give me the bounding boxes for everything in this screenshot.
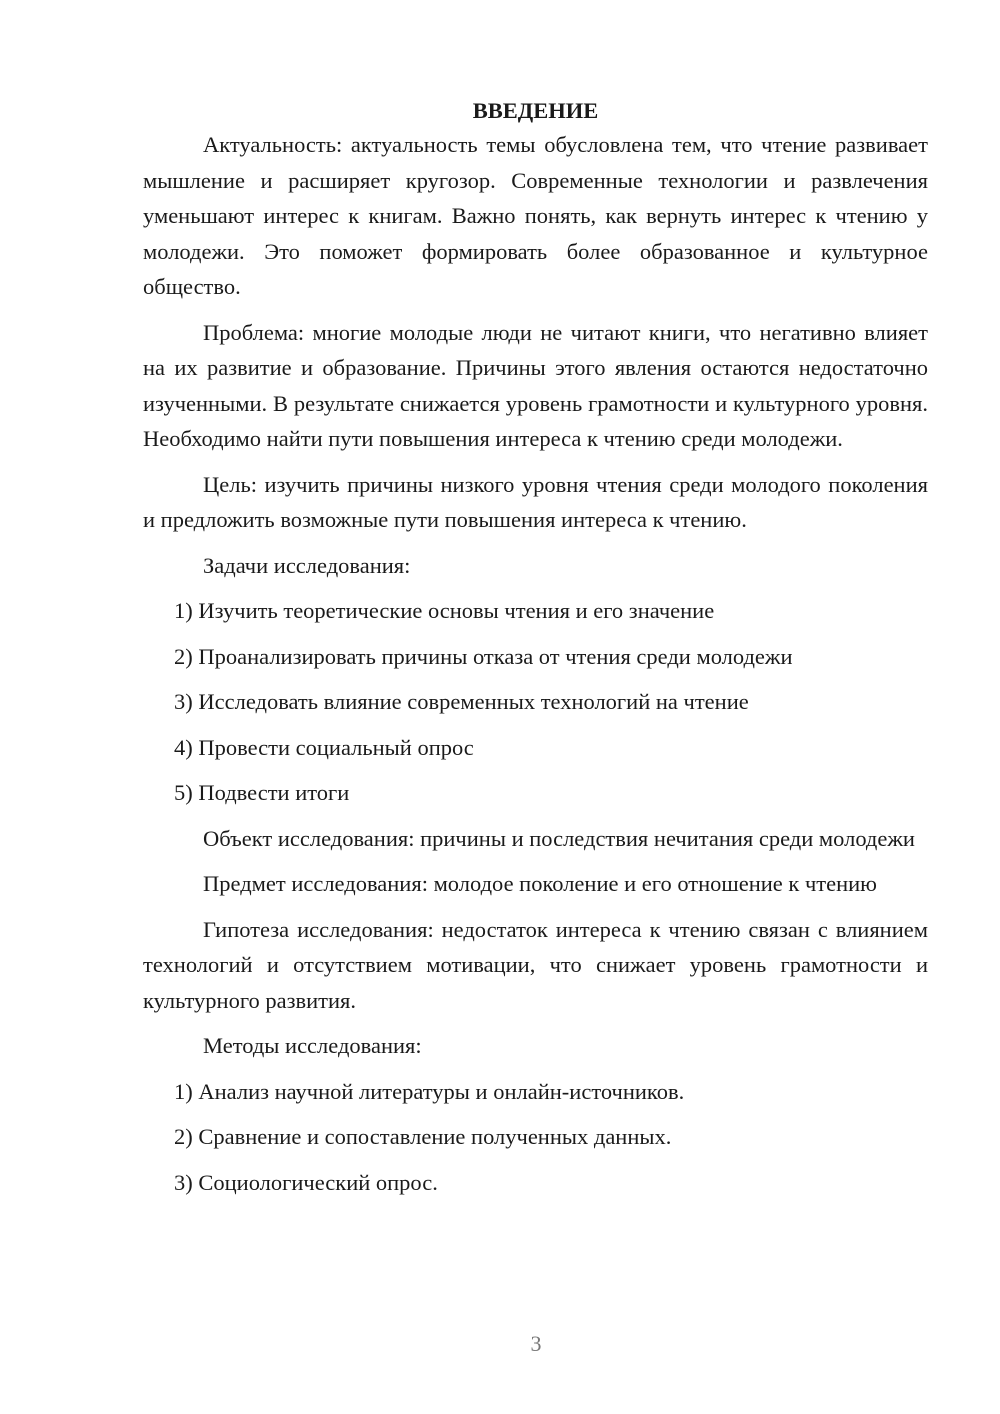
method-item: 1) Анализ научной литературы и онлайн-источников. bbox=[174, 1078, 685, 1104]
methods-heading: Методы исследования: bbox=[203, 1033, 422, 1058]
page-content bbox=[143, 96, 928, 1210]
task-item: 2) Проанализировать причины отказа от чтения среди молодежи bbox=[174, 643, 793, 669]
section-title: ВВЕДЕНИЕ bbox=[472, 98, 599, 123]
method-item: 3) Социологический опрос. bbox=[174, 1169, 438, 1195]
hypothesis-paragraph: Гипотеза исследования: недостаток интереса к чтению связан с влиянием технологий и отсутствием мотивации, что снижает уровень грамотности и культурного развития. bbox=[143, 916, 928, 1013]
goal-paragraph: Цель: изучить причины низкого уровня чтения среди молодого поколения и предложить возможные пути повышения интереса к чтению. bbox=[143, 471, 928, 532]
relevance-paragraph: Актуальность: актуальность темы обусловлена тем, что чтение развивает мышление и расширяет кругозор. Современные технологии и развлечения уменьшают интерес к книгам. Важно понять, как вернуть интерес к чтению у молодежи. Это поможет формировать более образованное и культурное общество. bbox=[143, 132, 928, 299]
method-item: 2) Сравнение и сопоставление полученных данных. bbox=[174, 1124, 672, 1149]
task-item: 4) Провести социальный опрос bbox=[174, 734, 474, 760]
task-item: 1) Изучить теоретические основы чтения и его значение bbox=[174, 598, 715, 623]
tasks-heading: Задачи исследования: bbox=[203, 552, 411, 578]
problem-paragraph: Проблема: многие молодые люди не читают книги, что негативно влияет на их развитие и образование. Причины этого явления остаются недостаточно изученными. В результате снижается уровень грамотности и культурного уровня. Необходимо найти пути повышения интереса к чтению среди молодежи. bbox=[143, 319, 928, 451]
task-item: 3) Исследовать влияние современных технологий на чтение bbox=[174, 689, 749, 714]
task-item: 5) Подвести итоги bbox=[174, 780, 350, 805]
page-number: 3 bbox=[530, 1331, 542, 1356]
tasks-list bbox=[143, 593, 928, 811]
subject-paragraph: Предмет исследования: молодое поколение и его отношение к чтению bbox=[203, 871, 877, 896]
methods-list bbox=[143, 1074, 928, 1201]
object-paragraph: Объект исследования: причины и последствия нечитания среди молодежи bbox=[203, 825, 915, 851]
